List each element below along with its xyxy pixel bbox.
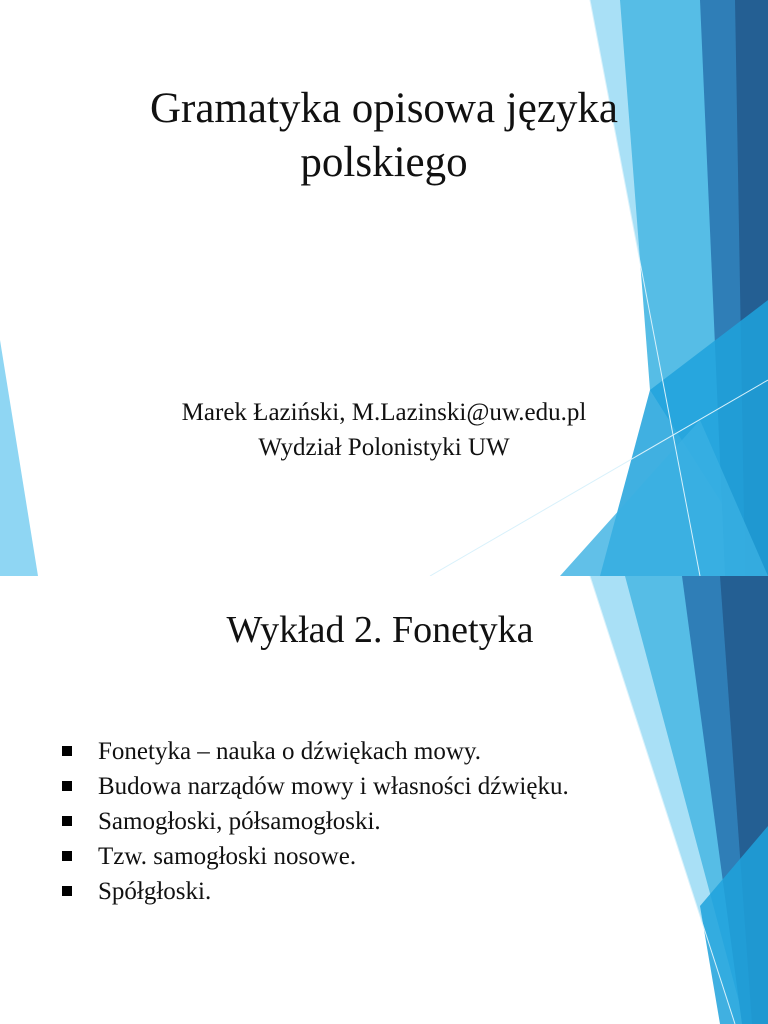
bullet-list [62, 734, 569, 909]
list-item: Fonetyka – nauka o dźwiękach mowy. [62, 734, 569, 769]
content-slide [0, 576, 768, 1024]
bullet-square-icon [62, 851, 72, 861]
lecture-title: Wykład 2. Fonetyka [226, 609, 534, 651]
title-line-1: Gramatyka opisowa języka [149, 85, 619, 132]
bullet-square-icon [62, 746, 72, 756]
faculty-name: Wydział Polonistyki UW [258, 434, 510, 461]
bullet-square-icon [62, 816, 72, 826]
presentation-title [0, 82, 768, 190]
list-item: Spółgłoski. [62, 874, 569, 909]
list-item: Budowa narządów mowy i własności dźwięku. [62, 769, 569, 804]
author-info [0, 395, 768, 465]
title-line-2: polskiego [300, 139, 468, 186]
bullet-square-icon [62, 781, 72, 791]
list-item: Tzw. samogłoski nosowe. [62, 839, 569, 874]
list-item: Samogłoski, półsamogłoski. [62, 804, 569, 839]
bullet-square-icon [62, 886, 72, 896]
author-name-email: Marek Łaziński, M.Lazinski@uw.edu.pl [181, 399, 587, 426]
